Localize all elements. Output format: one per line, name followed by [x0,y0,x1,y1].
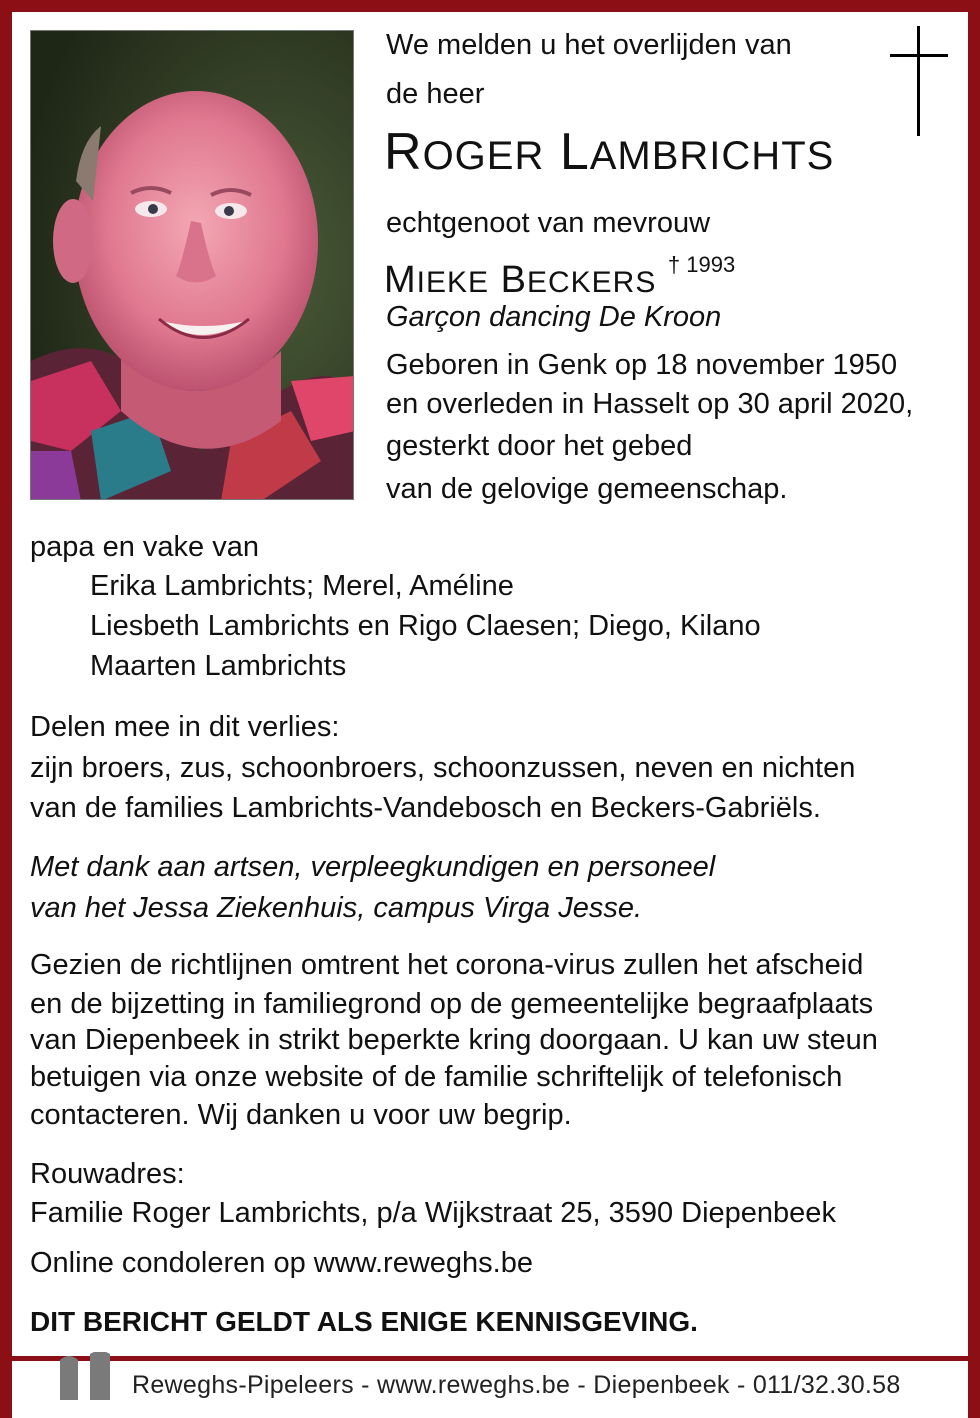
faith-line-2: van de gelovige gemeenschap. [386,473,788,505]
footer-contact: Reweghs-Pipeleers - www.reweghs.be - Diepenbeek - 011/32.30.58 [132,1371,901,1399]
share-loss-line-2: van de families Lambrichts-Vandebosch en Beckers-Gabriëls. [30,792,821,824]
footer-frame-left [0,1356,12,1418]
thanks-line-2: van het Jessa Ziekenhuis, campus Virga Jesse. [30,892,643,924]
notice-line-5: contacteren. Wij danken u voor uw begrip. [30,1099,572,1131]
thanks-line-1: Met dank aan artsen, verpleegkundigen en personeel [30,851,716,883]
intro-line-2: de heer [386,78,485,110]
footer-divider [0,1356,980,1361]
notice-line-4: betuigen via onze website of de familie schriftelijk of telefonisch [30,1061,843,1093]
notice-line-2: en de bijzetting in familiegrond op de gemeentelijke begraafplaats [30,988,874,1020]
address-label: Rouwadres: [30,1158,185,1190]
intro-line-1: We melden u het overlijden van [386,29,792,61]
spouse-death-year: † 1993 [667,252,736,277]
online-condolences: Online condoleren op www.reweghs.be [30,1247,533,1279]
cross-icon [886,26,952,138]
family-child-1: Erika Lambrichts; Merel, Améline [90,570,514,602]
address-value: Familie Roger Lambrichts, p/a Wijkstraat 25, 3590 Diepenbeek [30,1197,836,1229]
spouse-intro: echtgenoot van mevrouw [386,207,711,239]
family-child-3: Maarten Lambrichts [90,650,347,682]
notice-line-3: van Diepenbeek in strikt beperkte kring doorgaan. U kan uw steun [30,1024,878,1056]
family-child-2: Liesbeth Lambrichts en Rigo Claesen; Diego, Kilano [90,610,761,642]
died-line: en overleden in Hasselt op 30 april 2020, [386,388,914,420]
share-loss-intro: Delen mee in dit verlies: [30,711,340,743]
footer-frame-right [968,1356,980,1418]
closing-notice: DIT BERICHT GELDT ALS ENIGE KENNISGEVING. [30,1306,698,1337]
born-line: Geboren in Genk op 18 november 1950 [386,349,898,381]
family-intro: papa en vake van [30,531,259,563]
funeral-home-logo-icon [58,1352,114,1402]
deceased-name: ROGER LAMBRICHTS [384,123,835,181]
share-loss-line-1: zijn broers, zus, schoonbroers, schoonzussen, neven en nichten [30,752,856,784]
portrait-photo [30,30,354,500]
faith-line-1: gesterkt door het gebed [386,430,693,462]
notice-line-1: Gezien de richtlijnen omtrent het corona-virus zullen het afscheid [30,949,864,981]
spouse-name: MIEKE BECKERS $^{\dagger 1993}$ [384,252,736,301]
occupation: Garçon dancing De Kroon [386,301,722,333]
